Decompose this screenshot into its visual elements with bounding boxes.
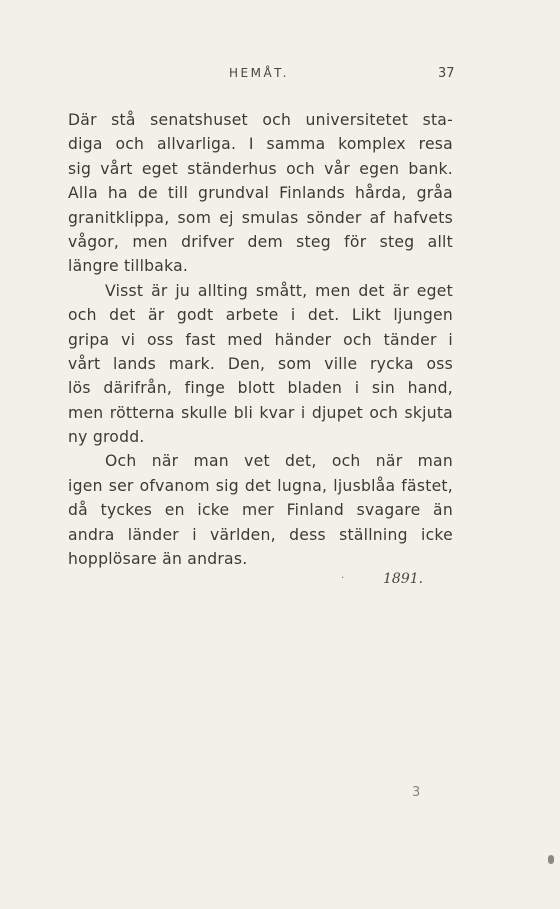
- page-speck: [548, 855, 554, 864]
- text-line: andra länder i världen, dess ställning icke: [68, 525, 453, 544]
- text-line: ny grodd.: [68, 428, 145, 447]
- page-number: 37: [438, 66, 455, 81]
- text-line: sig vårt eget ständerhus och vår egen bank.: [68, 159, 453, 178]
- text-line: Visst är ju allting smått, men det är eget: [105, 281, 453, 300]
- text-line: vårt lands mark. Den, som ville rycka oss: [68, 354, 453, 373]
- text-line: och det är godt arbete i det. Likt ljungen: [68, 306, 453, 325]
- text-line: igen ser ofvanom sig det lugna, ljusblåa fästet,: [68, 476, 453, 495]
- running-title: HEMÅT.: [229, 66, 289, 80]
- text-line: diga och allvarliga. I samma komplex resa: [68, 135, 453, 154]
- text-line: då tyckes en icke mer Finland svagare än: [68, 501, 453, 520]
- text-line: granitklippa, som ej smulas sönder af hafvets: [68, 208, 453, 227]
- signature-mark: 3: [412, 785, 421, 800]
- text-line: Alla ha de till grundval Finlands hårda, gråa: [68, 184, 453, 203]
- text-line: Och när man vet det, och när man: [105, 452, 453, 471]
- text-line: hopplösare än andras.: [68, 550, 248, 569]
- dateline-year: 1891.: [383, 571, 424, 587]
- body-text: [68, 108, 453, 571]
- dateline-dot: ·: [341, 573, 345, 584]
- text-line: lös därifrån, finge blott bladen i sin hand,: [68, 379, 453, 398]
- text-line: längre tillbaka.: [68, 257, 189, 276]
- text-line: men rötterna skulle bli kvar i djupet och skjuta: [68, 403, 453, 422]
- text-line: Där stå senatshuset och universitetet sta-: [68, 111, 453, 129]
- text-line: vågor, men drifver dem steg för steg allt: [68, 232, 453, 251]
- running-head: [0, 66, 560, 86]
- text-line: gripa vi oss fast med händer och tänder i: [68, 330, 453, 349]
